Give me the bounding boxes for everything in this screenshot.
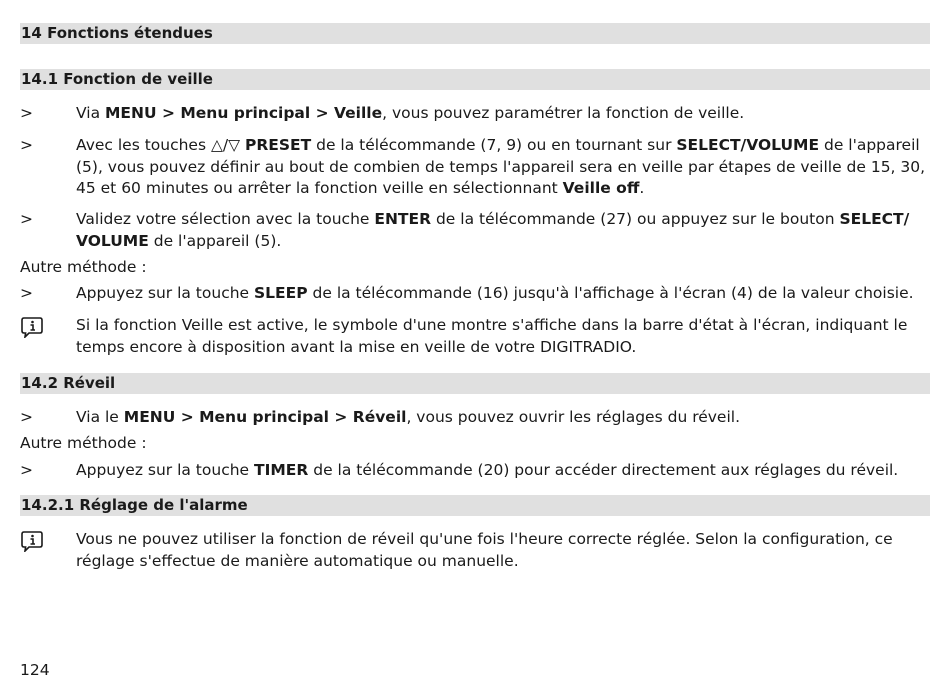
bullet-text: Appuyez sur la touche TIMER de la télécommande (20) pour accéder directement aux réglages du réveil. bbox=[76, 461, 899, 479]
section-heading-14-1: 14.1 Fonction de veille bbox=[20, 69, 930, 90]
section-heading-14-2-1: 14.2.1 Réglage de l'alarme bbox=[20, 495, 930, 516]
info-icon bbox=[20, 316, 44, 338]
note-text: Si la fonction Veille est active, le symbole d'une montre s'affiche dans la barre d'état à l'écran, indiquant le temps encore à disposition avant la mise en veille de votre DIGITRADIO. bbox=[76, 316, 908, 356]
page-number: 124 bbox=[20, 661, 50, 679]
alt-method-label: Autre méthode : bbox=[20, 258, 147, 276]
bullet-text: Appuyez sur la touche SLEEP de la télécommande (16) jusqu'à l'affichage à l'écran (4) de la valeur choisie. bbox=[76, 284, 914, 302]
bullet-marker: > bbox=[20, 104, 33, 122]
section-heading-14: 14 Fonctions étendues bbox=[20, 23, 930, 44]
bullet-item bbox=[20, 407, 930, 429]
bullet-item bbox=[20, 283, 930, 305]
section-heading-14-2: 14.2 Réveil bbox=[20, 373, 930, 394]
bullet-marker: > bbox=[20, 136, 33, 154]
info-icon bbox=[20, 530, 44, 552]
bullet-text: Avec les touches △/▽ PRESET de la télécommande (7, 9) ou en tournant sur SELECT/VOLUME de l'appareil (5), vous pouvez définir au bout de combien de temps l'appareil sera en veille par étapes de veille de 15, 30, 45 et 60 minutes ou arrêter la fonction veille en sélectionnant Veille off. bbox=[76, 136, 926, 197]
bullet-marker: > bbox=[20, 210, 33, 228]
info-note bbox=[20, 315, 930, 358]
bullet-marker: > bbox=[20, 284, 33, 302]
bullet-item bbox=[20, 135, 930, 200]
bullet-item bbox=[20, 209, 930, 252]
info-note bbox=[20, 529, 930, 572]
bullet-text: Via MENU > Menu principal > Veille, vous pouvez paramétrer la fonction de veille. bbox=[76, 104, 745, 122]
bullet-marker: > bbox=[20, 408, 33, 426]
note-text: Vous ne pouvez utiliser la fonction de réveil qu'une fois l'heure correcte réglée. Selon la configuration, ce réglage s'effectue de manière automatique ou manuelle. bbox=[76, 530, 893, 570]
bullet-item bbox=[20, 460, 930, 482]
bullet-text: Via le MENU > Menu principal > Réveil, vous pouvez ouvrir les réglages du réveil. bbox=[76, 408, 741, 426]
alt-method-label: Autre méthode : bbox=[20, 434, 147, 452]
bullet-item bbox=[20, 103, 930, 125]
bullet-marker: > bbox=[20, 461, 33, 479]
bullet-text: Validez votre sélection avec la touche ENTER de la télécommande (27) ou appuyez sur le bouton SELECT/ VOLUME de l'appareil (5). bbox=[76, 210, 910, 250]
